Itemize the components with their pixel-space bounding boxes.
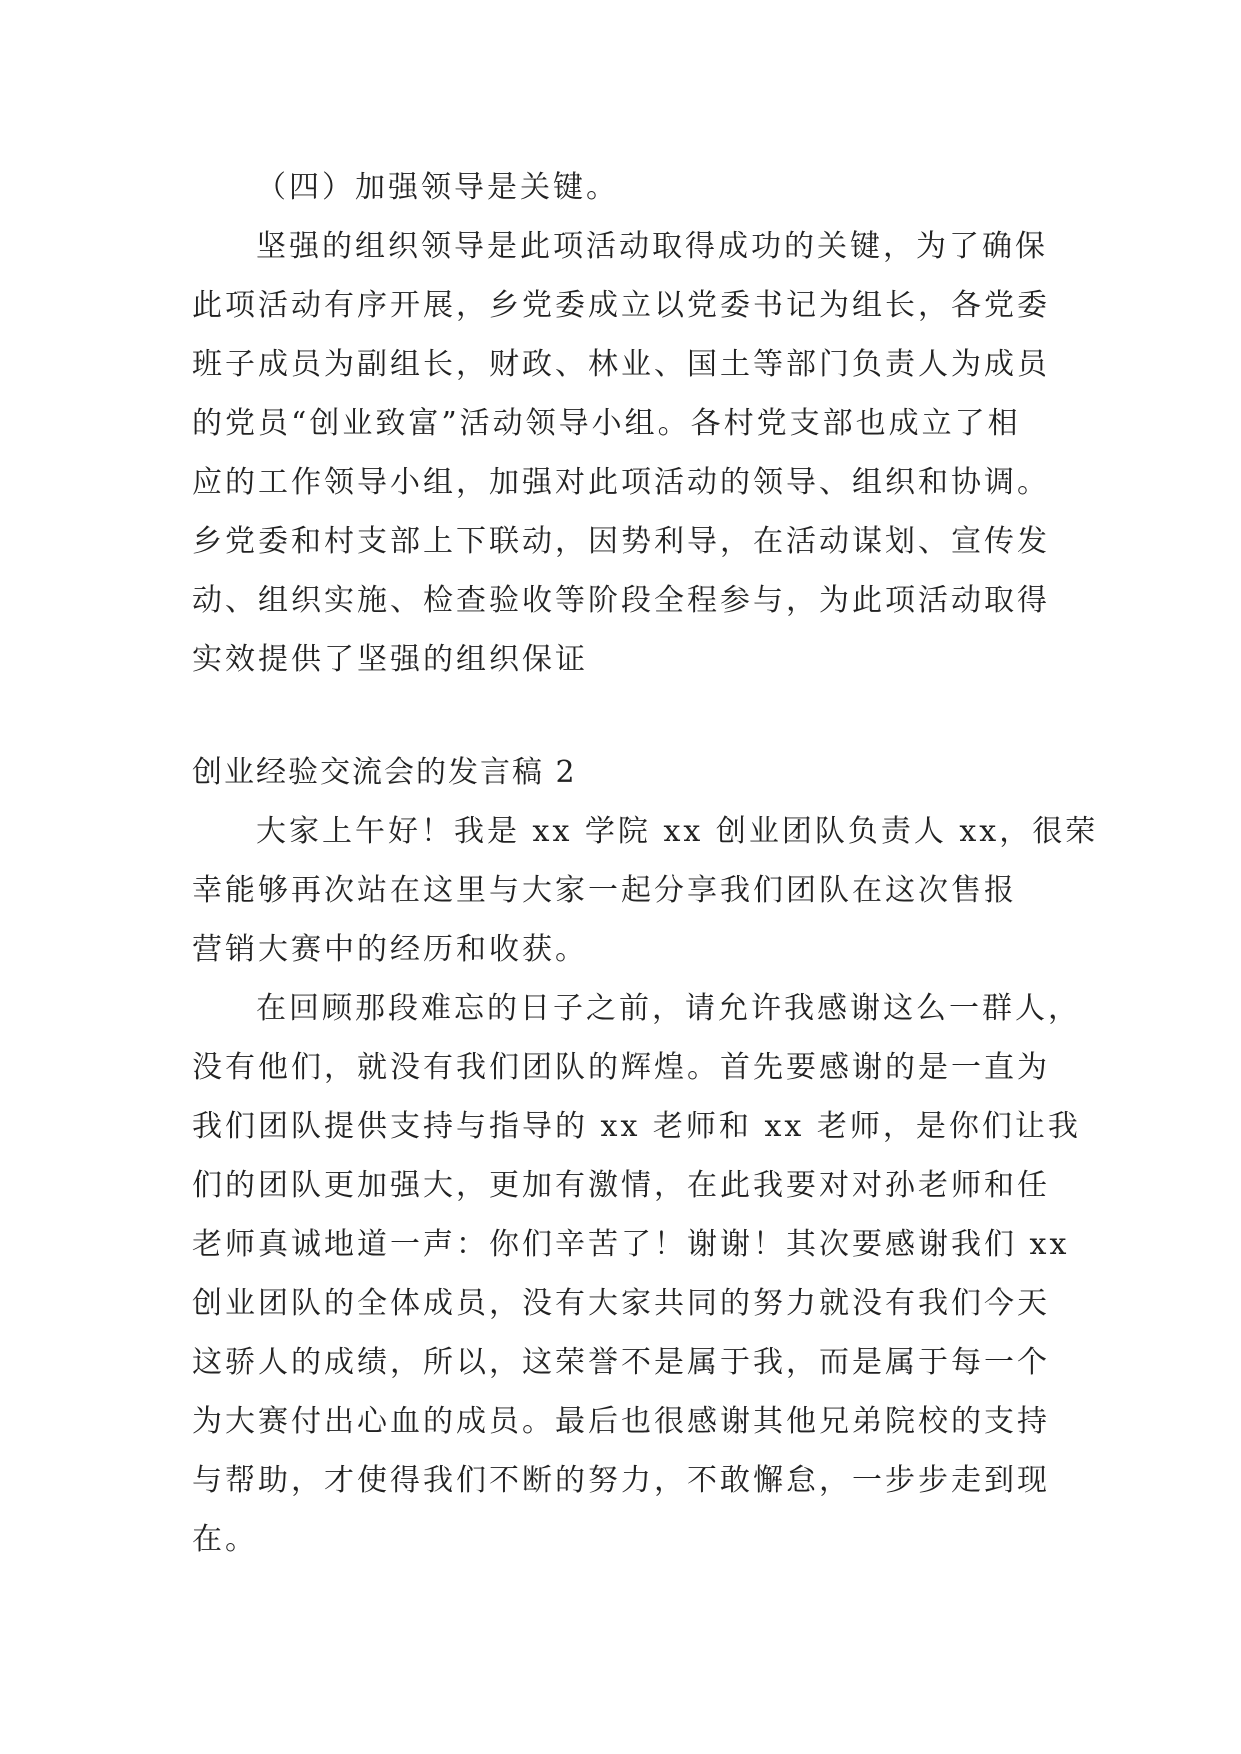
paragraph-line: 与帮助，才使得我们不断的努力，不敢懈怠，一步步走到现 xyxy=(192,1463,1050,1498)
paragraph-line: 乡党委和村支部上下联动，因势利导，在活动谋划、宣传发 xyxy=(192,524,1050,559)
paragraph-line: 这骄人的成绩，所以，这荣誉不是属于我，而是属于每一个 xyxy=(192,1345,1050,1380)
paragraph-line: 为大赛付出心血的成员。最后也很感谢其他兄弟院校的支持 xyxy=(192,1404,1050,1439)
paragraph-line: 坚强的组织领导是此项活动取得成功的关键，为了确保 xyxy=(256,229,1048,264)
paragraph-line: 们的团队更加强大，更加有激情，在此我要对对孙老师和任 xyxy=(192,1168,1050,1203)
paragraph-line: 大家上午好！我是 xx 学院 xx 创业团队负责人 xx，很荣 xyxy=(256,814,1099,849)
paragraph-greeting xyxy=(192,802,1099,979)
speech-title: 创业经验交流会的发言稿 2 xyxy=(192,755,577,790)
paragraph-line: 在。 xyxy=(192,1522,258,1557)
paragraph-line: 班子成员为副组长，财政、林业、国土等部门负责人为成员 xyxy=(192,347,1050,382)
paragraph-thanks xyxy=(192,979,1081,1569)
paragraph-leadership xyxy=(192,217,1072,689)
paragraph-line: 动、组织实施、检查验收等阶段全程参与，为此项活动取得 xyxy=(192,583,1050,618)
paragraph-line: 此项活动有序开展，乡党委成立以党委书记为组长，各党委 xyxy=(192,288,1050,323)
section-heading: （四）加强领导是关键。 xyxy=(256,170,619,205)
paragraph-line: 实效提供了坚强的组织保证 xyxy=(192,642,588,677)
section-spacer xyxy=(192,689,1072,743)
paragraph-line: 创业团队的全体成员，没有大家共同的努力就没有我们今天 xyxy=(192,1286,1050,1321)
paragraph-line: 老师真诚地道一声：你们辛苦了！谢谢！其次要感谢我们 xx xyxy=(192,1227,1070,1262)
paragraph-line: 营销大赛中的经历和收获。 xyxy=(192,932,588,967)
paragraph-line: 应的工作领导小组，加强对此项活动的领导、组织和协调。 xyxy=(192,465,1050,500)
paragraph-line: 我们团队提供支持与指导的 xx 老师和 xx 老师，是你们让我 xyxy=(192,1109,1081,1144)
paragraph-line: 幸能够再次站在这里与大家一起分享我们团队在这次售报 xyxy=(192,873,1017,908)
paragraph-line: 没有他们，就没有我们团队的辉煌。首先要感谢的是一直为 xyxy=(192,1050,1050,1085)
paragraph-line: 在回顾那段难忘的日子之前，请允许我感谢这么一群人， xyxy=(256,991,1081,1026)
paragraph-line: 的党员“创业致富”活动领导小组。各村党支部也成立了相 xyxy=(192,406,1021,441)
document-body xyxy=(192,158,1099,1569)
